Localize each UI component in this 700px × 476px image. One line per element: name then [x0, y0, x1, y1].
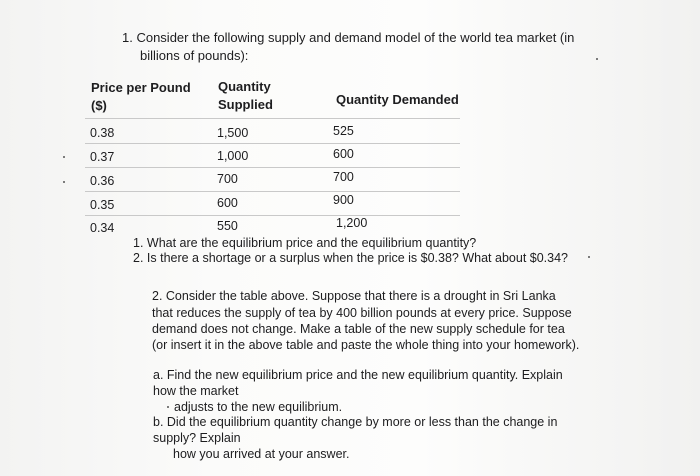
header-demanded: Quantity Demanded	[336, 92, 459, 107]
cell-price: 0.38	[90, 126, 115, 140]
cell-demanded: 525	[333, 124, 354, 138]
subquestion-1: 1. What are the equilibrium price and the equilibrium quantity?	[133, 236, 477, 250]
part-a-line2: how the market	[153, 384, 239, 398]
cell-demanded: 900	[333, 193, 354, 207]
cell-price: 0.34	[90, 221, 115, 235]
question1-line2: billions of pounds):	[140, 48, 249, 63]
table-rule	[85, 143, 460, 144]
question2-line1: 2. Consider the table above. Suppose that there is a drought in Sri Lanka	[152, 289, 556, 303]
cell-supplied: 1,500	[217, 126, 249, 140]
part-b-line3: how you arrived at your answer.	[173, 447, 350, 461]
stray-dot	[596, 58, 598, 60]
cell-demanded: 600	[333, 147, 354, 161]
part-b-line1: b. Did the equilibrium quantity change by more or less than the change in	[153, 415, 558, 429]
stray-dot	[588, 256, 590, 258]
question2-line2: that reduces the supply of tea by 400 billion pounds at every price. Suppose	[152, 306, 572, 320]
table-rule	[85, 215, 460, 216]
cell-demanded: 700	[333, 170, 354, 184]
table-rule	[85, 191, 460, 192]
header-price-line2: ($)	[91, 98, 107, 113]
cell-price: 0.35	[90, 198, 115, 212]
cell-price: 0.37	[90, 150, 115, 164]
table-rule	[85, 167, 460, 168]
part-a-line1: a. Find the new equilibrium price and the new equilibrium quantity. Explain	[153, 368, 563, 382]
table-rule	[85, 118, 460, 119]
header-supplied-line2: Supplied	[218, 97, 273, 112]
header-supplied-line1: Quantity	[218, 79, 271, 94]
question2-line4: (or insert it in the above table and paste the whole thing into your homework).	[152, 338, 580, 352]
question1-line1: 1. Consider the following supply and demand model of the world tea market (in	[122, 30, 575, 45]
cell-supplied: 550	[217, 219, 238, 233]
cell-price: 0.36	[90, 174, 115, 188]
stray-dot	[63, 156, 65, 158]
question2-line3: demand does not change. Make a table of the new supply schedule for tea	[152, 322, 565, 336]
subquestion-2: 2. Is there a shortage or a surplus when the price is $0.38? What about $0.34?	[133, 251, 568, 265]
header-price-line1: Price per Pound	[91, 80, 191, 95]
part-a-line3: adjusts to the new equilibrium.	[174, 400, 343, 414]
cell-supplied: 600	[217, 196, 238, 210]
cell-demanded: 1,200	[336, 216, 368, 230]
cell-supplied: 1,000	[217, 149, 249, 163]
part-b-line2: supply? Explain	[153, 431, 241, 445]
bullet-dot	[167, 406, 169, 408]
cell-supplied: 700	[217, 172, 238, 186]
stray-dot	[63, 181, 65, 183]
